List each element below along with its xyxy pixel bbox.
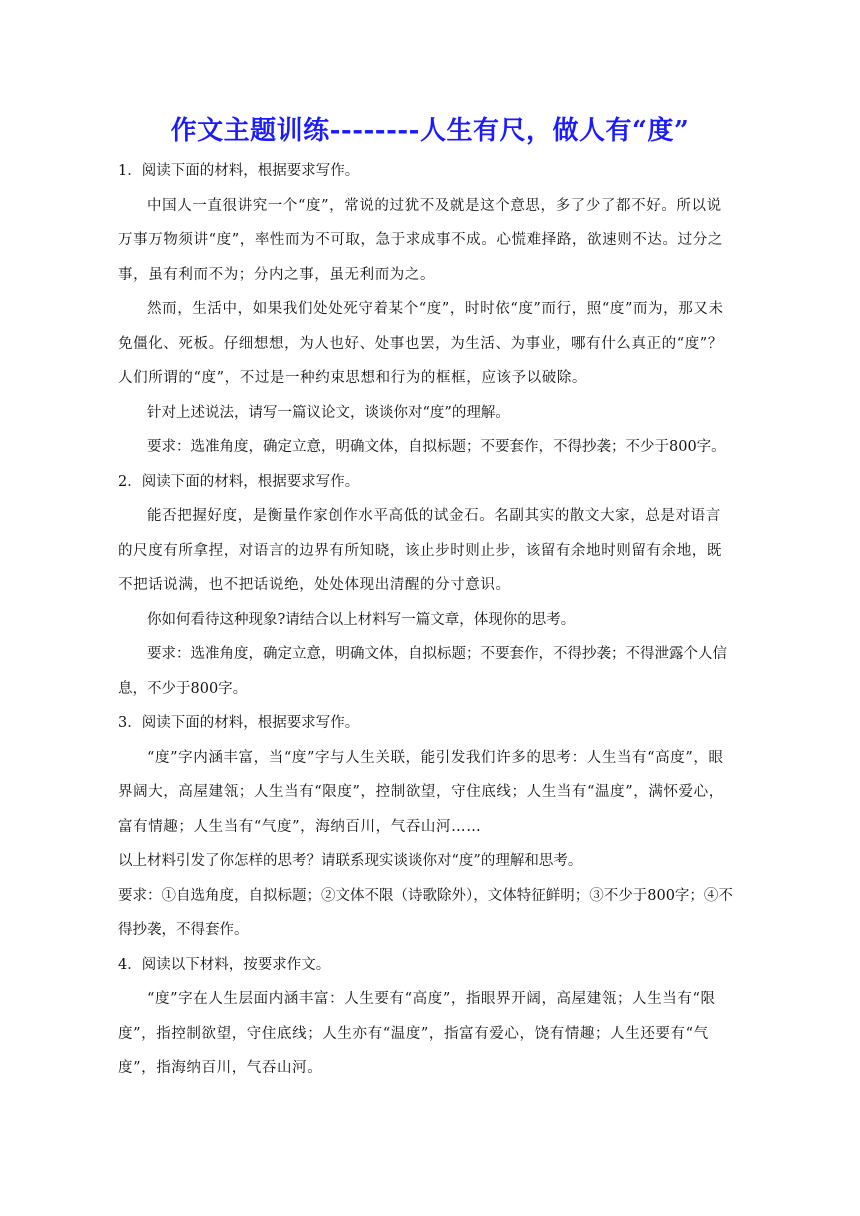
question-2-heading: 2．阅读下面的材料，根据要求写作。 <box>118 473 360 490</box>
document-body <box>118 154 735 1086</box>
question-3-task: 以上材料引发了你怎样的思考？请联系现实谈谈你对“度”的理解和思考。 <box>118 853 583 869</box>
question-1-material-1: 中国人一直很讲究一个“度”，常说的过犹不及就是这个意思，多了少了都不好。所以说万事万物须讲“度”，率性而为不可取，急于求成事不成。心慌难择路，欲速则不达。过分之事，虽有利而不为；分内之事，虽无利而为之。 <box>118 197 723 283</box>
question-3-requirement: 要求：①自选角度，自拟标题；②文体不限（诗歌除外），文体特征鲜明；③不少于800字；④不得抄袭，不得套作。 <box>118 887 733 938</box>
question-1-task: 针对上述说法，请写一篇议论文，谈谈你对“度”的理解。 <box>147 404 510 421</box>
question-1-heading: 1．阅读下面的材料，根据要求写作。 <box>118 163 360 179</box>
question-2-task: 你如何看待这种现象?请结合以上材料写一篇文章，体现你的思考。 <box>147 611 576 628</box>
question-1-material-2: 然而，生活中，如果我们处处死守着某个“度”，时时依“度”而行，照“度”而为，那又未免僵化、死板。仔细想想，为人也好、处事也罢，为生活、为事业，哪有什么真正的“度”？人们所谓的“度”，不过是一种约束思想和行为的框框，应该予以破除。 <box>118 301 724 386</box>
question-2-requirement: 要求：选准角度，确定立意，明确文体，自拟标题；不要套作，不得抄袭；不得泄露个人信息，不少于800字。 <box>118 646 727 697</box>
question-3-heading: 3．阅读下面的材料，根据要求写作。 <box>118 715 360 731</box>
document-title: 作文主题训练--------人生有尺，做人有“度” <box>170 116 690 146</box>
question-3-material-1: “度”字内涵丰富，当“度”字与人生关联，能引发我们许多的思考：人生当有“高度”，眼界阔大，高屋建瓴；人生当有“限度”，控制欲望，守住底线；人生当有“温度”，满怀爱心，富有情趣；人生当有“气度”，海纳百川，气吞山河…… <box>118 749 724 835</box>
question-2-material-1: 能否把握好度，是衡量作家创作水平高低的试金石。名副其实的散文大家，总是对语言的尺度有所拿捏，对语言的边界有所知晓，该止步时则止步，该留有余地时则留有余地，既不把话说满，也不把话说绝，处处体现出清醒的分寸意识。 <box>118 508 722 593</box>
question-4-material-1: “度”字在人生层面内涵丰富：人生要有“高度”，指眼界开阔，高屋建瓴；人生当有“限度”，指控制欲望，守住底线；人生亦有“温度”，指富有爱心，饶有情趣；人生还要有“气度”，指海纳百川，气吞山河。 <box>118 991 716 1076</box>
question-4-heading: 4．阅读以下材料，按要求作文。 <box>118 956 331 973</box>
question-1-requirement: 要求：选准角度，确定立意，明确文体，自拟标题；不要套作，不得抄袭；不少于800字。 <box>147 439 726 455</box>
